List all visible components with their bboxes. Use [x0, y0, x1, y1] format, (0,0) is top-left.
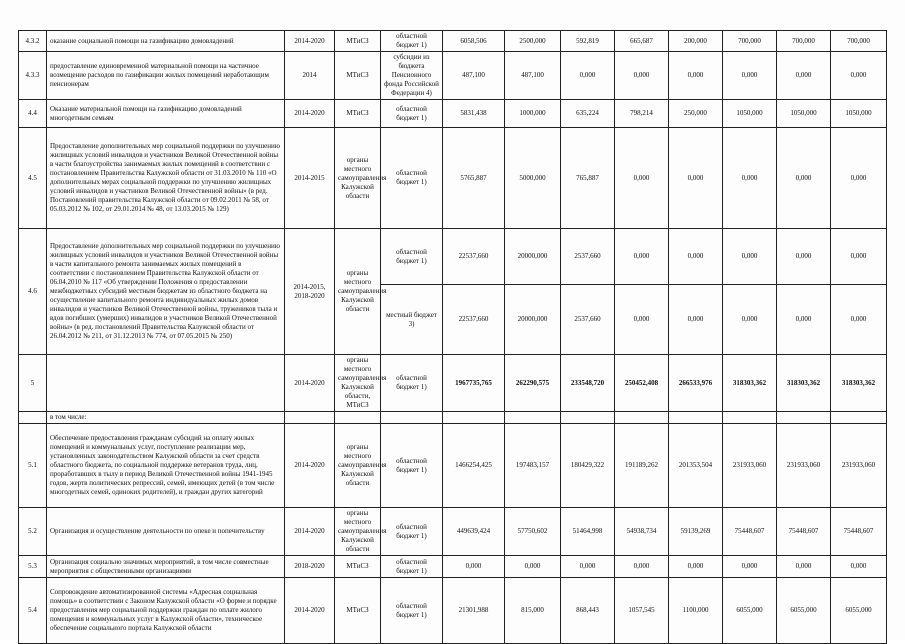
row-title: Предоставление дополнительных мер социальной поддержки по улучшению жилищных условий инвалидов и участников Великой Отечественной войны в части капитального ремонта занимаемых жилых помещений в соответствии с постановлением Правительства Калужской области от 06.04.2010 № 117 «Об утверждении Положения о предоставлении межбюджетных субсидий местным бюджетам из областного бюджета на осуществление капитального ремонта индивидуальных жилых домов инвалидов и участников Великой Отечественной войны, тружеников тыла и вдов погибших (умерших) инвалидов и участников Великой Отечественной войны» (в ред. постановлений Правительства Калужской области от 26.04.2012 № 211, от 31.12.2013 № 774, от 07.05.2015 № 250) — [47, 229, 285, 355]
value-total: 1466254,425 — [443, 424, 505, 508]
row-executor — [335, 412, 381, 424]
value-2018: 231933,060 — [723, 424, 777, 508]
value-2016: 0,000 — [615, 128, 669, 229]
row-period: 2018-2020 — [285, 556, 335, 578]
row-period: 2014-2020 — [285, 424, 335, 508]
row-source: областной бюджет 1) — [381, 128, 443, 229]
value-2019: 318303,362 — [777, 355, 831, 412]
value-2016: 0,000 — [615, 52, 669, 100]
value-2017: 0,000 — [669, 285, 723, 355]
value-2020: 0,000 — [831, 556, 887, 578]
value-2015: 868,443 — [561, 578, 615, 644]
value-2020: 0,000 — [831, 229, 887, 285]
table-row — [19, 424, 887, 508]
value-2016: 0,000 — [615, 285, 669, 355]
value-2018: 0,000 — [723, 556, 777, 578]
value-2016: 0,000 — [615, 229, 669, 285]
value-2018: 0,000 — [723, 52, 777, 100]
row-number: 4.6 — [19, 229, 47, 355]
row-source — [381, 412, 443, 424]
row-number: 4.5 — [19, 128, 47, 229]
value-2019: 0,000 — [777, 285, 831, 355]
value-2016: 798,214 — [615, 100, 669, 128]
value-2014: 1000,000 — [505, 100, 561, 128]
row-title: Обеспечение предоставления гражданам субсидий на оплату жилых помещений и коммунальных услуг, поступление реализации мер, установленных законодательством Калужской области за счет средств областного бюджета, по социальной поддержке ветеранов труда, лиц, проработавших в тылу в период Великой Отечественной войны 1941-1945 годов, жертв политических репрессий, семей, имеющих детей (в том числе многодетных семей, одиноких родителей), и граждан других категорий — [47, 424, 285, 508]
row-period — [285, 412, 335, 424]
value-total: 6058,506 — [443, 31, 505, 52]
value-2018: 318303,362 — [723, 355, 777, 412]
value-2019: 231933,060 — [777, 424, 831, 508]
row-number: 5.2 — [19, 508, 47, 556]
value-2016: 191189,262 — [615, 424, 669, 508]
value-total: 22537,660 — [443, 229, 505, 285]
row-number: 4.3.2 — [19, 31, 47, 52]
value-2017 — [669, 412, 723, 424]
row-source: областной бюджет 1) — [381, 556, 443, 578]
value-2018: 0,000 — [723, 229, 777, 285]
value-2019: 0,000 — [777, 52, 831, 100]
value-2015 — [561, 412, 615, 424]
program-table — [18, 30, 887, 644]
row-period: 2014-2020 — [285, 355, 335, 412]
table-row — [19, 52, 887, 100]
value-2014: 20000,000 — [505, 229, 561, 285]
value-2020: 6055,000 — [831, 578, 887, 644]
row-period: 2014-2015 — [285, 128, 335, 229]
value-2020: 700,000 — [831, 31, 887, 52]
table-row — [19, 100, 887, 128]
value-2020: 0,000 — [831, 52, 887, 100]
row-source: областной бюджет 1) — [381, 229, 443, 285]
row-source: местный бюджет 3) — [381, 285, 443, 355]
value-2018: 700,000 — [723, 31, 777, 52]
value-2015: 0,000 — [561, 556, 615, 578]
value-2015: 233548,720 — [561, 355, 615, 412]
value-2020 — [831, 412, 887, 424]
row-source: областной бюджет 1) — [381, 424, 443, 508]
row-source: субсидии из бюджета Пенсионного фонда Российской Федерации 4) — [381, 52, 443, 100]
value-2018: 1050,000 — [723, 100, 777, 128]
row-executor: МТиСЗ — [335, 52, 381, 100]
value-2020: 0,000 — [831, 128, 887, 229]
value-total: 5765,887 — [443, 128, 505, 229]
value-2014: 487,100 — [505, 52, 561, 100]
value-2014: 197483,157 — [505, 424, 561, 508]
value-2019: 75448,607 — [777, 508, 831, 556]
value-2018: 6055,000 — [723, 578, 777, 644]
value-2015: 0,000 — [561, 52, 615, 100]
value-2014 — [505, 412, 561, 424]
value-2017: 200,000 — [669, 31, 723, 52]
value-2019: 0,000 — [777, 556, 831, 578]
table-row — [19, 355, 887, 412]
value-2019: 6055,000 — [777, 578, 831, 644]
row-title: оказание социальной помощи на газификацию домовладений — [47, 31, 285, 52]
row-title — [47, 355, 285, 412]
row-executor: МТиСЗ — [335, 556, 381, 578]
table-row — [19, 128, 887, 229]
value-2016: 250452,408 — [615, 355, 669, 412]
value-2017: 59139,269 — [669, 508, 723, 556]
value-total: 449639,424 — [443, 508, 505, 556]
value-2017: 0,000 — [669, 556, 723, 578]
row-executor: органы местного самоуправления Калужской области, МТиСЗ — [335, 355, 381, 412]
value-2014: 815,000 — [505, 578, 561, 644]
value-total — [443, 412, 505, 424]
value-2020: 1050,000 — [831, 100, 887, 128]
value-total: 22537,660 — [443, 285, 505, 355]
value-2017: 266533,976 — [669, 355, 723, 412]
value-2015: 765,887 — [561, 128, 615, 229]
value-2014: 262290,575 — [505, 355, 561, 412]
row-period: 2014 — [285, 52, 335, 100]
value-2019: 700,000 — [777, 31, 831, 52]
value-2017: 201353,504 — [669, 424, 723, 508]
value-total: 21301,988 — [443, 578, 505, 644]
value-2015: 180429,322 — [561, 424, 615, 508]
value-2014: 2500,000 — [505, 31, 561, 52]
row-number: 4.3.3 — [19, 52, 47, 100]
value-2020: 0,000 — [831, 285, 887, 355]
value-2017: 0,000 — [669, 52, 723, 100]
row-source: областной бюджет 1) — [381, 100, 443, 128]
row-title: Предоставление дополнительных мер социальной поддержки по улучшению жилищных условий инвалидов и участников Великой Отечественной войны в части благоустройства занимаемых жилых помещений в соответствии с постановлением Правительства Калужской области от 31.03.2010 № 110 «О дополнительных мерах социальной поддержки по улучшению жилищных условий инвалидов и участников Великой Отечественной войны» (в ред. Постановлений правительства Калужской области от 09.02.2011 № 58, от 05.03.2012 № 102, от 29.01.2014 № 48, от 13.03.2015 № 129) — [47, 128, 285, 229]
table-row — [19, 508, 887, 556]
row-period: 2014-2020 — [285, 578, 335, 644]
value-2018: 0,000 — [723, 285, 777, 355]
value-total: 1967735,765 — [443, 355, 505, 412]
value-total: 487,100 — [443, 52, 505, 100]
value-2017: 0,000 — [669, 229, 723, 285]
value-2017: 0,000 — [669, 128, 723, 229]
value-2020: 318303,362 — [831, 355, 887, 412]
row-source: областной бюджет 1) — [381, 578, 443, 644]
value-2018 — [723, 412, 777, 424]
value-2018: 75448,607 — [723, 508, 777, 556]
row-period: 2014-2020 — [285, 508, 335, 556]
table-row — [19, 556, 887, 578]
value-2019: 0,000 — [777, 128, 831, 229]
value-2019: 1050,000 — [777, 100, 831, 128]
value-2018: 0,000 — [723, 128, 777, 229]
value-2015: 635,224 — [561, 100, 615, 128]
row-period: 2014-2020 — [285, 100, 335, 128]
table-row — [19, 412, 887, 424]
row-period: 2014-2015, 2018-2020 — [285, 229, 335, 355]
row-executor: органы местного самоуправления Калужской области — [335, 229, 381, 355]
table-row — [19, 229, 887, 285]
value-2016: 0,000 — [615, 556, 669, 578]
row-executor: МТиСЗ — [335, 31, 381, 52]
row-source: областной бюджет 1) — [381, 31, 443, 52]
value-2014: 20000,000 — [505, 285, 561, 355]
row-number — [19, 412, 47, 424]
value-2015: 592,819 — [561, 31, 615, 52]
value-2017: 1100,000 — [669, 578, 723, 644]
value-2015: 2537,660 — [561, 229, 615, 285]
row-executor: МТиСЗ — [335, 578, 381, 644]
table-body — [19, 31, 887, 644]
value-total: 5831,438 — [443, 100, 505, 128]
value-2015: 51464,998 — [561, 508, 615, 556]
value-2020: 75448,607 — [831, 508, 887, 556]
row-executor: МТиСЗ — [335, 100, 381, 128]
table-row — [19, 578, 887, 644]
row-title: Оказание материальной помощи на газификацию домовладений многодетным семьям — [47, 100, 285, 128]
row-title: Организация и осуществление деятельности по опеке и попечительству — [47, 508, 285, 556]
value-2016: 665,687 — [615, 31, 669, 52]
value-2017: 250,000 — [669, 100, 723, 128]
value-2016: 54938,734 — [615, 508, 669, 556]
row-number: 5 — [19, 355, 47, 412]
row-number: 5.3 — [19, 556, 47, 578]
row-period: 2014-2020 — [285, 31, 335, 52]
row-title: Сопровождение автоматизированной системы «Адресная социальная помощь» в соответствии с Законом Калужской области «О форме и порядке предоставления мер социальной поддержки граждан по оплате жилого помещения и коммунальных услуг в Калужской области», техническое обеспечение социального портала Калужской области — [47, 578, 285, 644]
row-number: 5.4 — [19, 578, 47, 644]
row-title: в том числе: — [47, 412, 285, 424]
row-executor: органы местного самоуправления Калужской области — [335, 128, 381, 229]
row-source: областной бюджет 1) — [381, 508, 443, 556]
value-2016: 1057,545 — [615, 578, 669, 644]
row-executor: органы местного самоуправления Калужской области — [335, 508, 381, 556]
value-2020: 231933,060 — [831, 424, 887, 508]
row-title: предоставление единовременной материальной помощи на частичное возмещение расходов по газификации жилых помещений неработающим пенсионерам — [47, 52, 285, 100]
value-2016 — [615, 412, 669, 424]
value-2019 — [777, 412, 831, 424]
row-number: 4.4 — [19, 100, 47, 128]
row-number: 5.1 — [19, 424, 47, 508]
value-total: 0,000 — [443, 556, 505, 578]
table-row — [19, 31, 887, 52]
row-executor: органы местного самоуправления Калужской области — [335, 424, 381, 508]
value-2014: 0,000 — [505, 556, 561, 578]
value-2015: 2537,660 — [561, 285, 615, 355]
row-title: Организация социально значимых мероприятий, в том числе совместные мероприятия с общественными организациями — [47, 556, 285, 578]
value-2014: 57750,602 — [505, 508, 561, 556]
value-2014: 5000,000 — [505, 128, 561, 229]
value-2019: 0,000 — [777, 229, 831, 285]
row-source: областной бюджет 1) — [381, 355, 443, 412]
